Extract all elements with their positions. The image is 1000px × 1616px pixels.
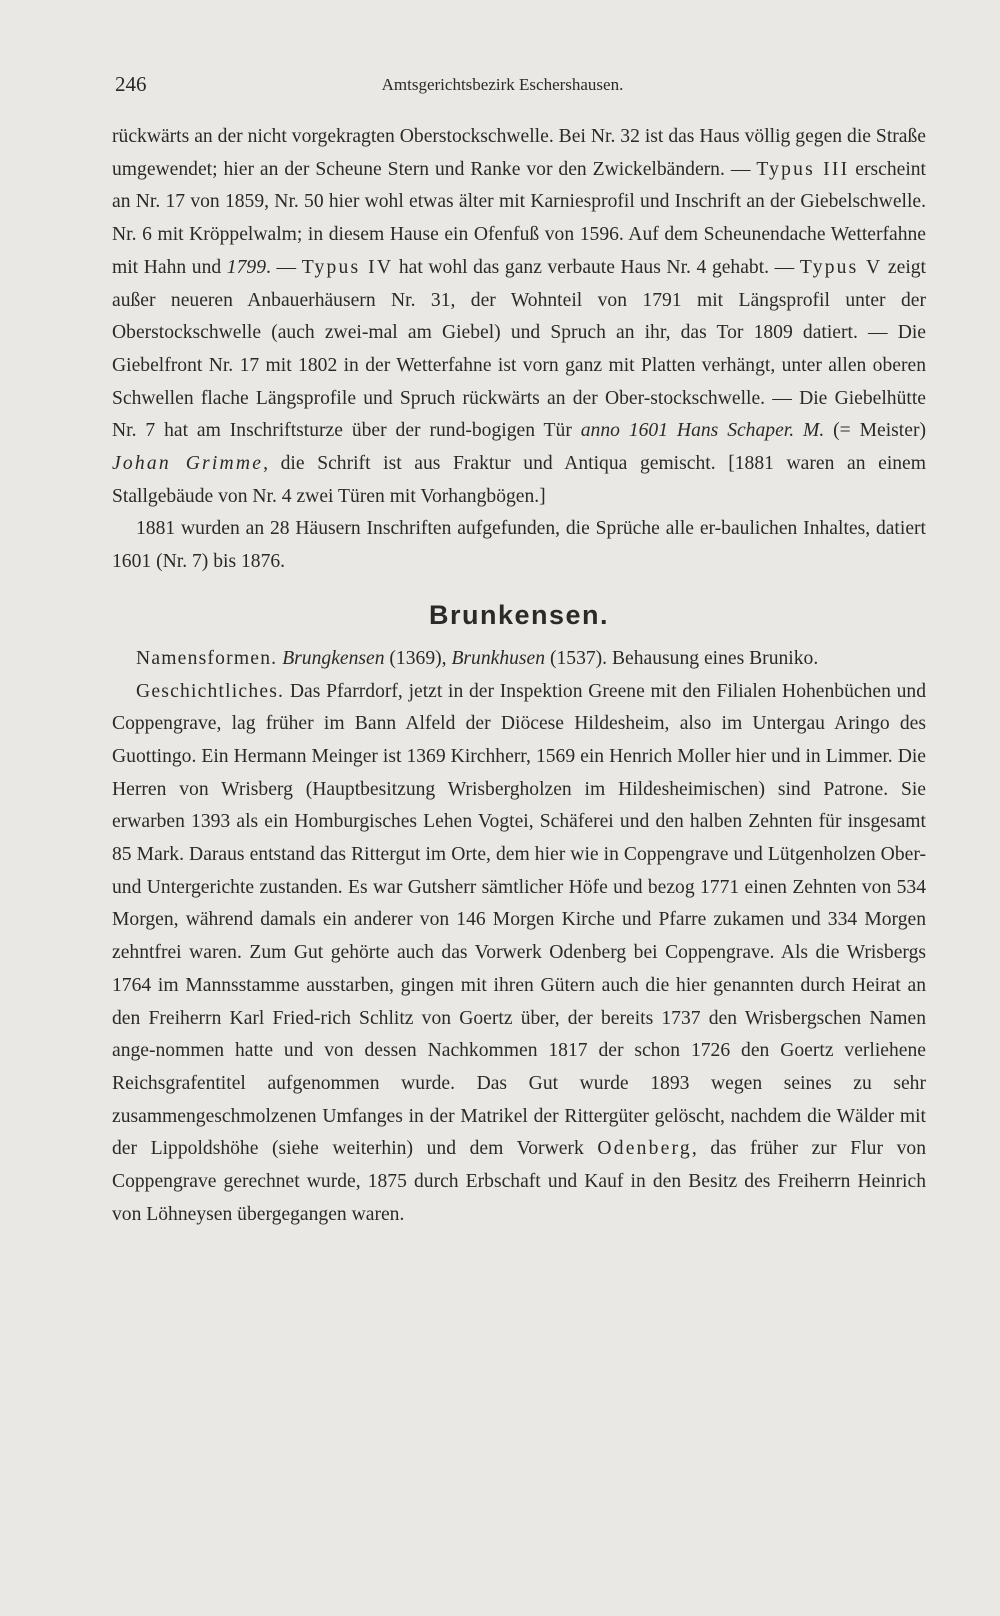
running-title: Amtsgerichtsbezirk Eschershausen. xyxy=(381,75,624,94)
typus-iii: Typus III xyxy=(756,158,850,180)
text-run: , das früher zur Flur von Coppengrave gerechnet wurde, 1875 durch Erbschaft und Kauf in den Besitz des Freiherrn Heinrich von Löhneysen übergegangen waren. xyxy=(112,1138,926,1225)
text-run: zeigt außer neueren Anbauerhäusern Nr. 31, der Wohnteil von 1791 mit Längsprofil unter der Oberstockschwelle (auch zwei-mal am Giebel) und Spruch an ihr, das Tor 1809 datiert. — Die Giebelfront Nr. 17 mit 1802 in der Wetterfahne ist vorn ganz mit Platten verhängt, unter allen oberen Schwellen flache Längsprofile und Spruch rückwärts an der Ober-stockschwelle. — Die Giebelhütte Nr. 7 hat am Inschriftsturze über der rund-bogigen Tür xyxy=(112,256,927,442)
typus-iv: Typus IV xyxy=(301,256,394,278)
inscription-text: anno 1601 Hans Schaper. M. xyxy=(580,420,825,442)
text-run: hat wohl das ganz verbaute Haus Nr. 4 gehabt. — xyxy=(393,256,800,278)
year-1799: 1799 xyxy=(226,256,266,278)
master-name: Johan Grimme xyxy=(112,453,264,475)
text-run: , die Schrift ist aus Fraktur und Antiqua gemischt. [1881 waren an einem Stallgebäude von Nr. 4 zwei Türen mit Vorhangbögen.] xyxy=(112,453,926,507)
typus-v: Typus V xyxy=(799,256,883,278)
text-run: Das Pfarrdorf, jetzt in der Inspektion Greene mit den Filialen Hohenbüchen und Coppengrave, lag früher im Bann Alfeld der Diöcese Hildesheim, also im Untergau Aringo des Guottingo. Ein Hermann Meinger ist 1369 Kirchherr, 1569 ein Henrich Moller hier und in Limmer. Die Herren von Wrisberg (Hauptbesitzung Wrisbergholzen im Hildesheimischen) sind Patrone. Sie erwarben 1393 als ein Homburgisches Lehen Vogtei, Schäferei und den halben Zehnten für insgesamt 85 Mark. Daraus entstand das Rittergut im Orte, dem hier wie in Coppengrave und Lütgenholzen Ober- und Untergerichte zustanden. Es war Gutsherr sämtlicher Höfe und bezog 1771 einen Zehnten von 534 Morgen, während damals ein anderer von 146 Morgen Kirche und Pfarre zukamen und 334 Morgen zehntfrei waren. Zum Gut gehörte auch das Vorwerk Odenberg bei Coppengrave. Als die Wrisbergs 1764 im Mannsstamme ausstarben, gingen mit ihren Gütern auch die hier genannten durch Heirat an den Freiherrn Karl Fried-rich Schlitz von Goertz über, der bereits 1737 den Wrisbergschen Namen ange-nommen hatte und von dessen Nachkommen 1817 der schon 1726 den Goertz verliehene Reichsgrafentitel aufgenommen wurde. Das Gut wurde 1893 wegen seines zu sehr zusammengeschmolzenen Umfanges in der Matrikel der Rittergüter gelöscht, nachdem die Wälder mit der Lippoldshöhe (siehe weiterhin) und dem Vorwerk xyxy=(112,680,926,1160)
paragraph-name-forms xyxy=(112,643,926,676)
page-header xyxy=(115,72,890,100)
name-forms-label: Namensformen. xyxy=(136,647,278,669)
paragraph-house-types xyxy=(112,121,926,513)
text-run: (= Meister) xyxy=(824,420,926,442)
text-run: rückwärts an der nicht vorgekragten Oberstockschwelle. Bei Nr. 32 ist das Haus völlig gegen die Straße umgewendet; hier an der Scheune Stern und Ranke vor den Zwickelbändern. — xyxy=(112,126,926,180)
odenberg-name: Odenberg xyxy=(597,1138,692,1160)
history-label: Geschichtliches. xyxy=(136,680,285,702)
text-run: (1537). Behausung eines Bruniko. xyxy=(545,647,819,669)
paragraph-inscriptions: 1881 wurden an 28 Häusern Inschriften aufgefunden, die Sprüche alle er-baulichen Inhaltes, datiert 1601 (Nr. 7) bis 1876. xyxy=(112,518,926,573)
body-text xyxy=(112,121,926,1232)
text-run: erscheint an Nr. 17 von 1859, Nr. 50 hier wohl etwas älter mit Karniesprofil und Inschrift an der Giebelschwelle. Nr. 6 mit Kröppelwalm; in diesem Hause ein Ofenfuß von 1596. Auf dem Scheunendache Wetterfahne mit Hahn und xyxy=(112,158,927,278)
page-number: 246 xyxy=(115,72,147,96)
section-title: Brunkensen. xyxy=(428,599,610,630)
name-form-1: Brungkensen xyxy=(282,647,385,669)
name-form-2: Brunkhusen xyxy=(451,647,546,669)
text-run: (1369), xyxy=(384,647,452,669)
paragraph-history xyxy=(112,676,926,1232)
text-run: . — xyxy=(265,256,302,278)
